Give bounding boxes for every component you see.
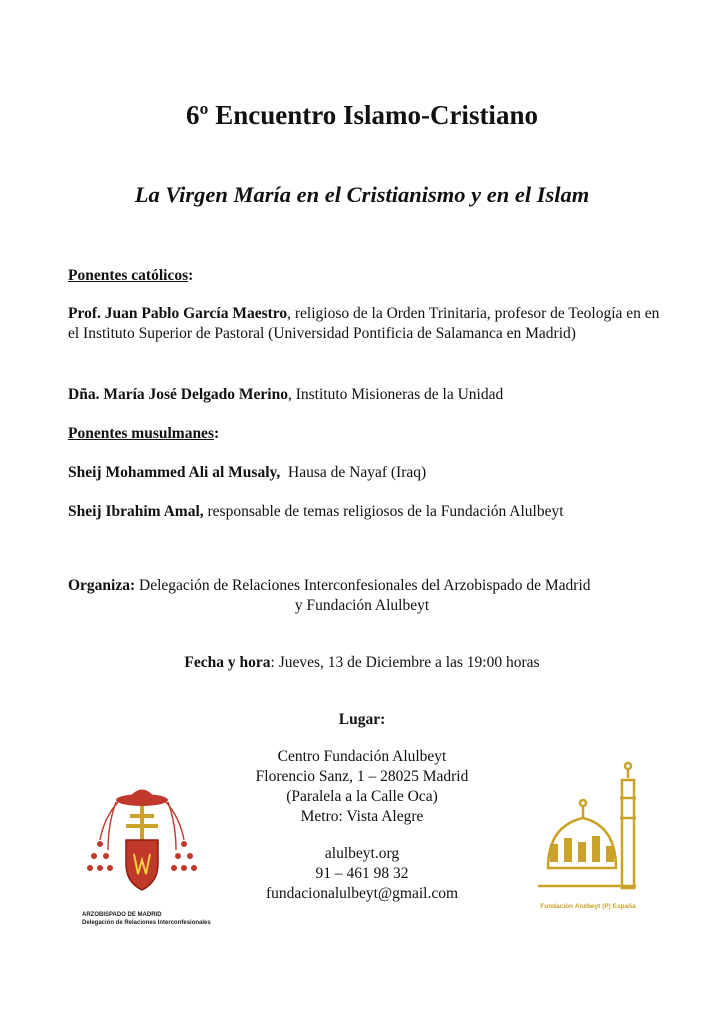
email-link[interactable]: fundacionalulbeyt@gmail.com	[265, 885, 459, 902]
address-line: Metro: Vista Alegre	[300, 808, 424, 825]
organiza-line: Organiza: Delegación de Relaciones Interconfesionales del Arzobispado de Madrid	[68, 577, 591, 594]
right-logo-caption: Fundación Alulbeyt (P) España	[540, 903, 636, 910]
phone-number: 91 – 461 98 32	[315, 865, 409, 882]
speaker-description: , Instituto Misioneras de la Unidad	[287, 386, 504, 403]
speaker-description: , religioso de la Orden Trinitaria, profesor de Teología en en el Instituto Superior de Pastoral (Universidad Pontificia de Salamanca en Madrid)	[68, 305, 660, 342]
catholic-speaker-2	[68, 385, 668, 405]
fecha-hora: Fecha y hora: Jueves, 13 de Diciembre a las 19:00 horas	[184, 654, 540, 671]
left-logo-caption-2: Delegación de Relaciones Interconfesionales	[82, 920, 211, 926]
catholic-speakers-heading: Ponentes católicos:	[68, 267, 194, 284]
speaker-name: Sheij Mohammed Ali al Musaly,	[68, 464, 281, 481]
left-logo-caption-1: ARZOBISPADO DE MADRID	[82, 912, 162, 918]
muslim-speakers-heading: Ponentes musulmanes:	[68, 425, 220, 442]
speaker-name: Sheij Ibrahim Amal,	[68, 503, 204, 520]
arzobispado-logo	[82, 778, 211, 926]
muslim-speaker-2	[68, 502, 668, 522]
lugar-heading: Lugar:	[338, 711, 386, 728]
speaker-name: Prof. Juan Pablo García Maestro	[68, 305, 288, 322]
speaker-description: Hausa de Nayaf (Iraq)	[280, 464, 427, 481]
muslim-speaker-1	[68, 463, 668, 483]
speaker-name: Dña. María José Delgado Merino	[68, 386, 288, 403]
catholic-speaker-1	[68, 304, 668, 344]
address-line: Florencio Sanz, 1 – 28025 Madrid	[255, 768, 469, 785]
organiza-line-2: y Fundación Alulbeyt	[294, 597, 430, 614]
page-subtitle: La Virgen María en el Cristianismo y en el Islam	[134, 182, 590, 207]
website-link[interactable]: alulbeyt.org	[324, 845, 400, 862]
alulbeyt-logo	[528, 758, 648, 916]
address-line: Centro Fundación Alulbeyt	[277, 748, 447, 765]
speaker-description: responsable de temas religiosos de la Fundación Alulbeyt	[203, 503, 564, 520]
address-line: (Paralela a la Calle Oca)	[286, 788, 438, 805]
page-title: 6º Encuentro Islamo-Cristiano	[186, 100, 538, 130]
